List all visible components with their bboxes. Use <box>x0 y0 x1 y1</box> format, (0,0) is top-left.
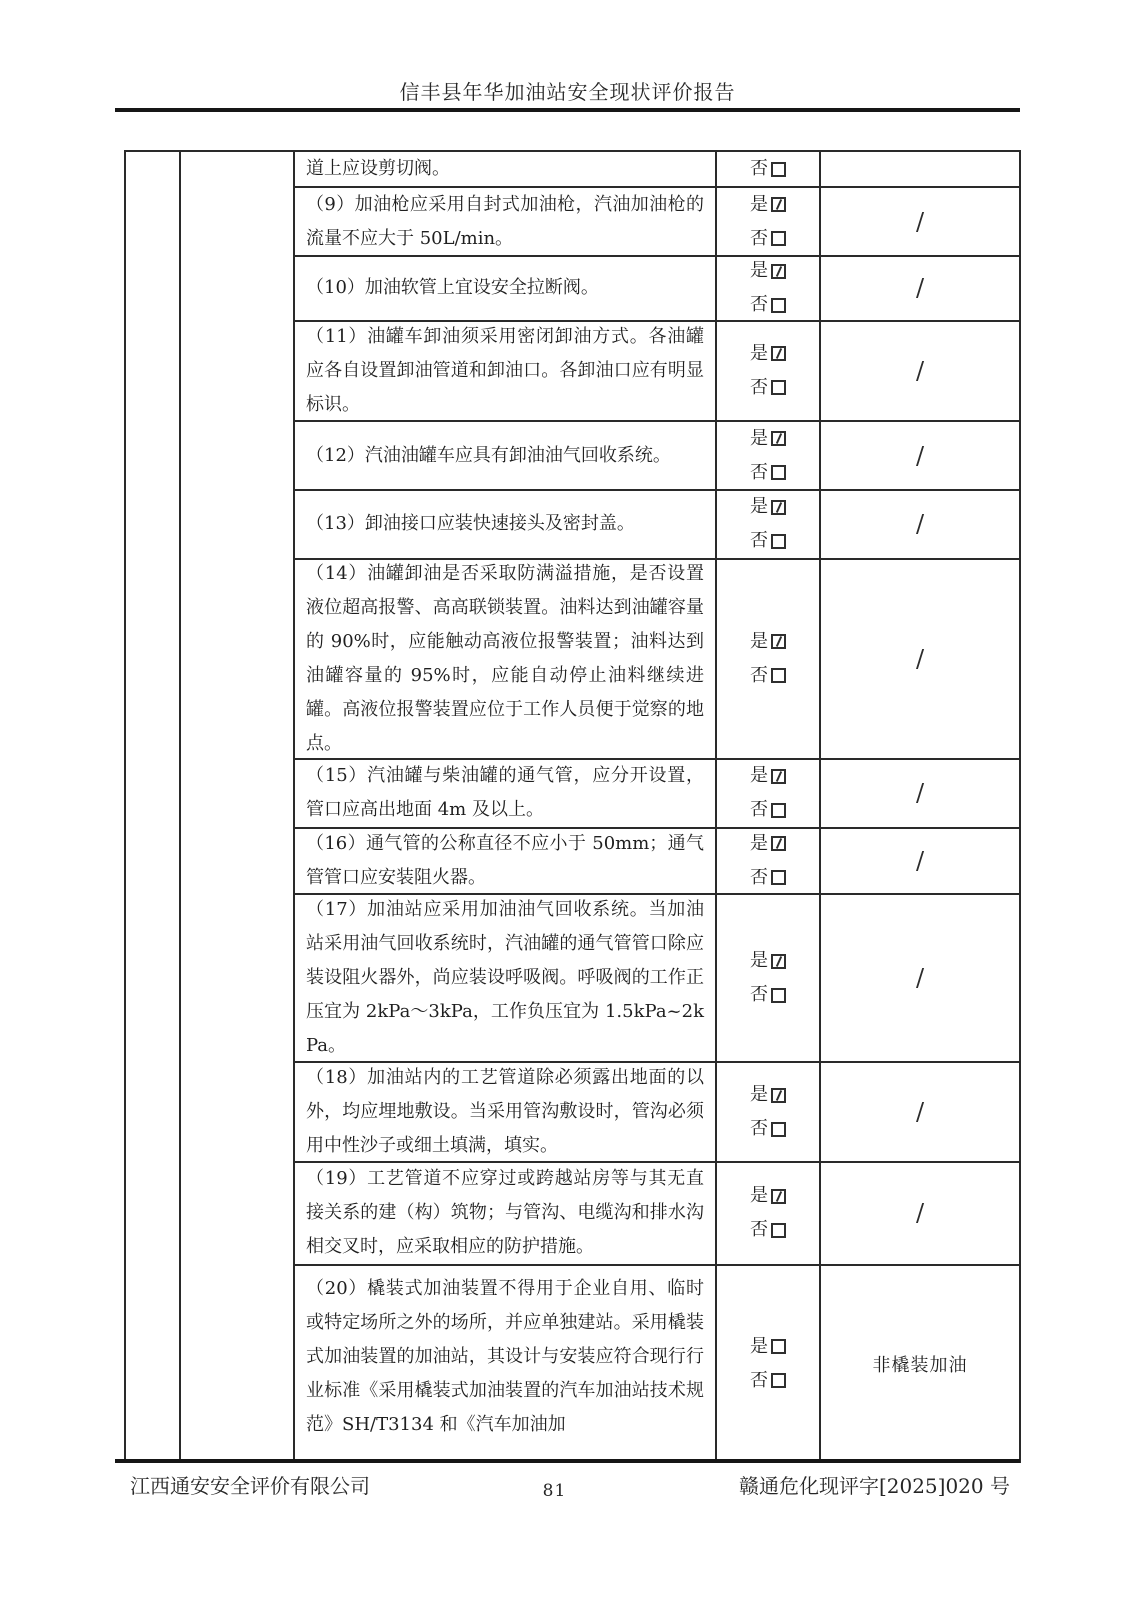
table-row <box>295 1163 1019 1266</box>
requirement-text: （18）加油站内的工艺管道除必须露出地面的以外，均应埋地敷设。当采用管沟敷设时，管沟必须用中性沙子或细土填满，填实。 <box>306 1067 704 1157</box>
option-row <box>750 524 786 557</box>
option-row <box>750 861 786 893</box>
remark-cell: / <box>915 356 925 385</box>
check-tick-icon <box>775 266 781 277</box>
checkbox-empty-icon <box>771 870 786 885</box>
check-tick-icon <box>775 771 781 782</box>
checkbox-empty-icon <box>771 1339 786 1354</box>
table-row <box>295 1063 1019 1162</box>
requirement-text: （16）通气管的公称直径不应小于 50mm；通气管管口应安装阻火器。 <box>306 832 704 888</box>
requirement-text: （19）工艺管道不应穿过或跨越站房等与其无直接关系的建（构）筑物；与管沟、电缆沟和排水沟相交叉时，应采取相应的防护措施。 <box>306 1168 704 1258</box>
checkbox-checked-icon <box>771 1088 786 1103</box>
requirement-text: （17）加油站应采用加油油气回收系统。当加油站采用油气回收系统时，汽油罐的通气管管口除应装设阻火器外，尚应装设呼吸阀。呼吸阀的工作正压宜为 2kPa～3kPa，工作负压宜为 1.5kPa~2kPa。 <box>306 899 704 1057</box>
option-row <box>750 793 786 826</box>
requirement-text: （13）卸油接口应装快速接头及密封盖。 <box>306 513 635 535</box>
option-label: 是 <box>750 427 768 449</box>
option-row <box>750 491 786 524</box>
remark-cell: / <box>915 1199 925 1228</box>
checkbox-checked-icon <box>771 836 786 851</box>
check-tick-icon <box>775 636 781 647</box>
option-row <box>750 422 786 456</box>
table-row <box>295 1266 1019 1461</box>
option-row <box>750 829 786 861</box>
remark-cell: / <box>915 441 925 470</box>
checkbox-checked-icon <box>771 197 786 212</box>
checkbox-empty-icon <box>771 988 786 1003</box>
option-label: 否 <box>750 158 768 180</box>
check-tick-icon <box>775 433 781 444</box>
option-label: 是 <box>750 1185 768 1207</box>
option-label: 否 <box>750 984 768 1006</box>
header-rule <box>115 108 1020 112</box>
requirement-text: （11）油罐车卸油须采用密闭卸油方式。各油罐应各自设置卸油管道和卸油口。各卸油口应有明显标识。 <box>306 325 704 415</box>
yes-no-cell <box>717 760 821 826</box>
remark-cell: / <box>915 274 925 303</box>
yes-no-cell <box>717 257 821 319</box>
yes-no-cell <box>717 829 821 893</box>
page-header-title: 信丰县年华加油站安全现状评价报告 <box>399 80 736 104</box>
option-row <box>750 288 786 319</box>
option-row <box>750 944 786 978</box>
option-row <box>750 337 786 371</box>
checkbox-empty-icon <box>771 298 786 313</box>
checkbox-empty-icon <box>771 162 786 177</box>
yes-no-cell <box>717 491 821 557</box>
checkbox-empty-icon <box>771 380 786 395</box>
option-row <box>750 222 786 256</box>
checkbox-checked-icon <box>771 264 786 279</box>
yes-no-cell <box>717 1163 821 1264</box>
checkbox-checked-icon <box>771 634 786 649</box>
checkbox-empty-icon <box>771 803 786 818</box>
checkbox-checked-icon <box>771 1189 786 1204</box>
option-label: 否 <box>750 376 768 398</box>
remark-cell: / <box>915 510 925 539</box>
requirement-text: （15）汽油罐与柴油罐的通气管，应分开设置，管口应高出地面 4m 及以上。 <box>306 765 704 821</box>
remark-cell: / <box>915 1098 925 1127</box>
remark-cell <box>821 152 1019 186</box>
option-label: 否 <box>750 866 768 888</box>
requirement-text: （9）加油枪应采用自封式加油枪，汽油加油枪的流量不应大于 50L/min。 <box>306 193 704 249</box>
option-label: 否 <box>750 227 768 249</box>
check-tick-icon <box>775 199 781 210</box>
requirement-text-cell <box>295 1063 717 1160</box>
requirement-text-cell <box>295 829 717 893</box>
option-row <box>750 1213 786 1247</box>
check-tick-icon <box>775 1191 781 1202</box>
requirement-text: （14）油罐卸油是否采取防满溢措施，是否设置液位超高报警、高高联锁装置。油料达到油罐容量的 90%时，应能触动高液位报警装置；油料达到油罐容量的 95%时，应能自动停止油料继续进罐。高液位报警装置应位于工作人员便于觉察的地点。 <box>306 562 704 754</box>
table-row <box>295 491 1019 559</box>
checkbox-empty-icon <box>771 1223 786 1238</box>
option-label: 否 <box>750 799 768 821</box>
option-label: 是 <box>750 630 768 652</box>
table-row <box>295 188 1019 257</box>
table-empty-col-1 <box>126 152 181 1461</box>
check-tick-icon <box>775 502 781 513</box>
table-row <box>295 257 1019 321</box>
page-footer <box>130 1470 1010 1501</box>
checkbox-checked-icon <box>771 346 786 361</box>
requirement-text: 道上应设剪切阀。 <box>306 158 450 180</box>
checkbox-checked-icon <box>771 769 786 784</box>
option-label: 是 <box>750 832 768 854</box>
remark-cell: / <box>915 846 925 875</box>
yes-no-cell <box>717 1063 821 1160</box>
option-label: 否 <box>750 1118 768 1140</box>
requirement-text-cell <box>295 422 717 489</box>
table-row <box>295 152 1019 188</box>
yes-no-cell <box>717 188 821 255</box>
checkbox-checked-icon <box>771 431 786 446</box>
checkbox-empty-icon <box>771 534 786 549</box>
yes-no-cell <box>717 1266 821 1461</box>
check-tick-icon <box>775 348 781 359</box>
option-row <box>750 1330 786 1364</box>
table-row <box>295 422 1019 491</box>
option-row <box>750 760 786 793</box>
requirement-text-cell <box>295 1266 717 1461</box>
requirement-text-cell <box>295 895 717 1062</box>
check-tick-icon <box>775 838 781 849</box>
option-row <box>750 152 786 186</box>
check-tick-icon <box>775 956 781 967</box>
requirement-text-cell <box>295 152 717 186</box>
table-row <box>295 322 1019 422</box>
checkbox-empty-icon <box>771 465 786 480</box>
table-empty-col-2 <box>181 152 295 1461</box>
option-label: 是 <box>750 342 768 364</box>
option-label: 否 <box>750 1369 768 1391</box>
table-row <box>295 829 1019 895</box>
remark-cell: 非橇装加油 <box>872 1354 968 1376</box>
table-row <box>295 760 1019 828</box>
checkbox-empty-icon <box>771 1122 786 1137</box>
requirement-text-cell <box>295 560 717 759</box>
table-rows-container <box>295 152 1019 1461</box>
footer-page-number: 81 <box>542 1481 567 1501</box>
checkbox-empty-icon <box>771 231 786 246</box>
option-label: 是 <box>750 193 768 215</box>
option-label: 是 <box>750 765 768 787</box>
requirement-text-cell <box>295 257 717 319</box>
safety-checklist-table <box>124 150 1021 1463</box>
requirement-text-cell <box>295 491 717 557</box>
requirement-text-cell <box>295 760 717 826</box>
checkbox-checked-icon <box>771 500 786 515</box>
checkbox-empty-icon <box>771 668 786 683</box>
remark-cell: / <box>915 207 925 236</box>
requirement-text: （12）汽油油罐车应具有卸油油气回收系统。 <box>306 444 671 466</box>
option-label: 否 <box>750 294 768 316</box>
checkbox-empty-icon <box>771 1373 786 1388</box>
yes-no-cell <box>717 152 821 186</box>
option-label: 是 <box>750 1084 768 1106</box>
option-row <box>750 1179 786 1213</box>
yes-no-cell <box>717 322 821 420</box>
option-label: 否 <box>750 530 768 552</box>
footer-company-name: 江西通安安全评价有限公司 <box>130 1474 370 1498</box>
table-row <box>295 895 1019 1064</box>
yes-no-cell <box>717 560 821 759</box>
requirement-text-cell <box>295 322 717 420</box>
option-label: 是 <box>750 496 768 518</box>
option-row <box>750 625 786 659</box>
remark-cell: / <box>915 644 925 673</box>
option-label: 是 <box>750 260 768 282</box>
option-row <box>750 257 786 288</box>
option-label: 否 <box>750 461 768 483</box>
remark-cell: / <box>915 964 925 993</box>
option-row <box>750 1078 786 1112</box>
remark-cell: / <box>915 779 925 808</box>
check-tick-icon <box>775 1090 781 1101</box>
table-row <box>295 560 1019 761</box>
yes-no-cell <box>717 422 821 489</box>
option-row <box>750 978 786 1012</box>
requirement-text-cell <box>295 188 717 255</box>
option-label: 否 <box>750 664 768 686</box>
requirement-text: （20）橇装式加油装置不得用于企业自用、临时或特定场所之外的场所，并应单独建站。采用橇装式加油装置的加油站，其设计与安装应符合现行行业标准《采用橇装式加油装置的汽车加油站技术规范》SH/T3134 和《汽车加油加 <box>306 1278 704 1436</box>
option-row <box>750 1112 786 1146</box>
footer-rule <box>115 1459 1020 1463</box>
yes-no-cell <box>717 895 821 1062</box>
option-label: 否 <box>750 1219 768 1241</box>
option-row <box>750 188 786 222</box>
requirement-text: （10）加油软管上宜设安全拉断阀。 <box>306 277 599 299</box>
option-row <box>750 371 786 405</box>
option-row <box>750 456 786 490</box>
option-row <box>750 659 786 693</box>
option-label: 是 <box>750 1335 768 1357</box>
requirement-text-cell <box>295 1163 717 1264</box>
checkbox-checked-icon <box>771 954 786 969</box>
option-row <box>750 1364 786 1398</box>
option-label: 是 <box>750 950 768 972</box>
footer-doc-number: 赣通危化现评字[2025]020 号 <box>738 1474 1010 1498</box>
